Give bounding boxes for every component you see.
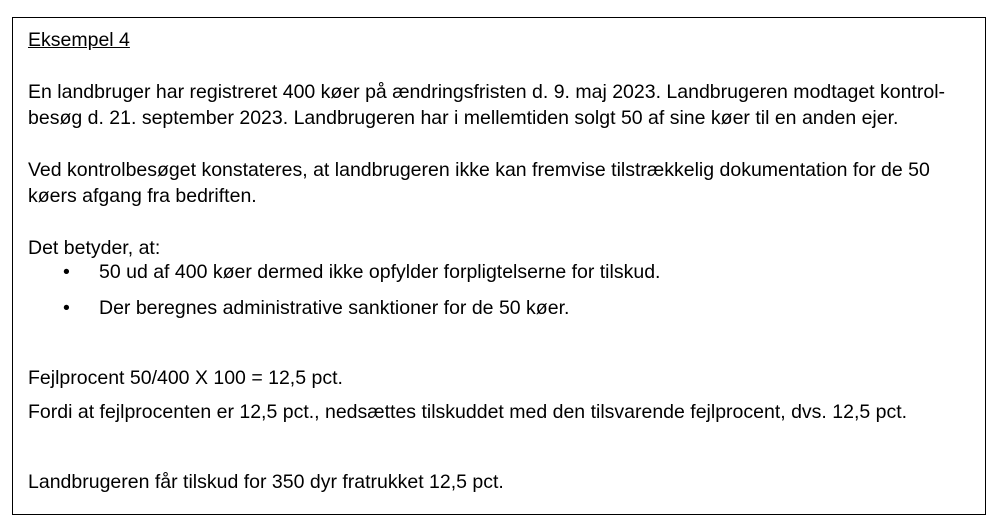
error-rate-formula: Fejlprocent 50/400 X 100 = 12,5 pct.	[28, 367, 343, 389]
bullet-dot: •	[63, 261, 70, 283]
paragraph2-line2: køers afgang fra bedriften.	[28, 185, 257, 207]
bullet-text: Der beregnes administrative sanktioner for de 50 køer.	[99, 297, 570, 319]
list-intro: Det betyder, at:	[28, 237, 161, 259]
bullet-dot: •	[63, 297, 70, 319]
example-title: Eksempel 4	[28, 29, 130, 51]
paragraph1-line1: En landbruger har registreret 400 køer på ændringsfristen d. 9. maj 2023. Landbrugeren modtaget kontrol-	[28, 81, 946, 103]
paragraph2-line1: Ved kontrolbesøget konstateres, at landbrugeren ikke kan fremvise tilstrækkelig dokumentation for de 50	[28, 159, 930, 181]
example-box	[12, 17, 986, 515]
reduction-text: Fordi at fejlprocenten er 12,5 pct., nedsættes tilskuddet med den tilsvarende fejlprocent, dvs. 12,5 pct.	[28, 401, 908, 423]
paragraph1-line2: besøg d. 21. september 2023. Landbrugeren har i mellemtiden solgt 50 af sine køer til en anden ejer.	[28, 107, 899, 129]
bullet-text: 50 ud af 400 køer dermed ikke opfylder forpligtelserne for tilskud.	[99, 261, 661, 283]
conclusion-text: Landbrugeren får tilskud for 350 dyr fratrukket 12,5 pct.	[28, 471, 504, 493]
